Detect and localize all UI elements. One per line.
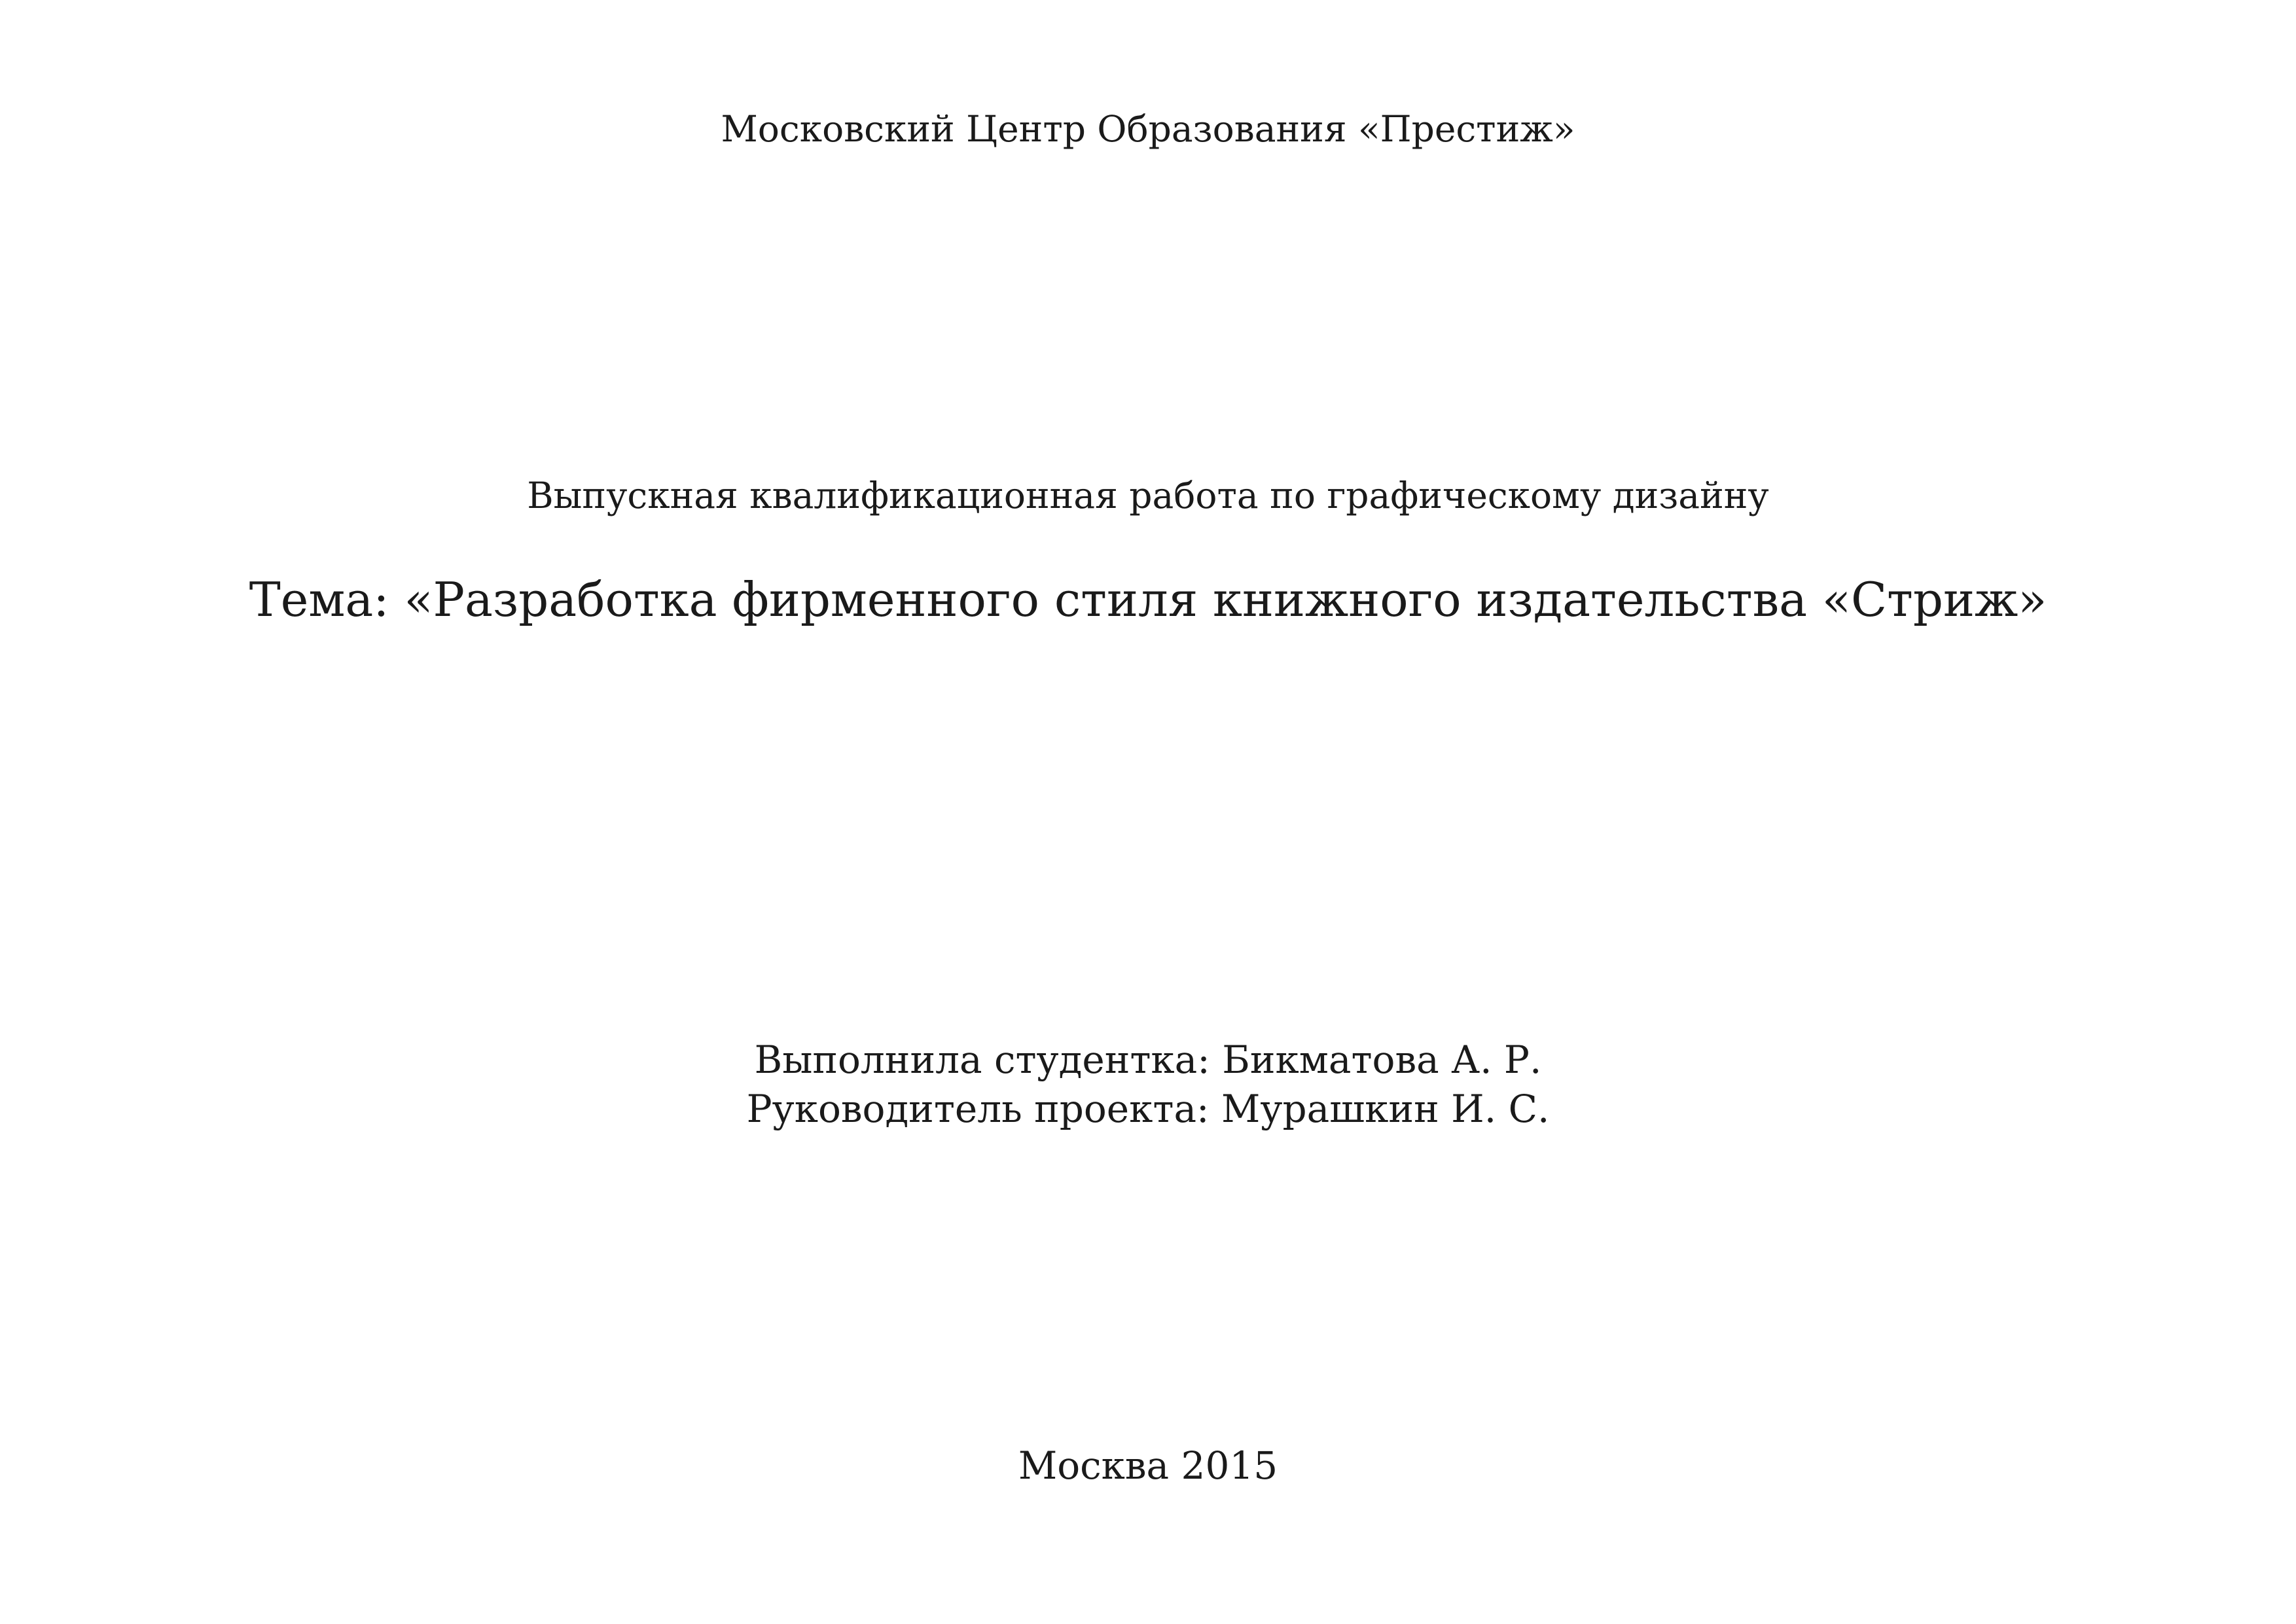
institution-name: Московский Центр Образования «Престиж» [721,108,1575,150]
city-year: Москва 2015 [1018,1443,1278,1488]
student-name: Выполнила студентка: Бикматова А. Р. [754,1038,1542,1082]
work-topic: Тема: «Разработка фирменного стиля книжного издательства «Стриж» [249,572,2047,627]
work-type: Выпускная квалификационная работа по графическому дизайну [527,475,1769,516]
supervisor-name: Руководитель проекта: Мурашкин И. С. [746,1087,1550,1131]
